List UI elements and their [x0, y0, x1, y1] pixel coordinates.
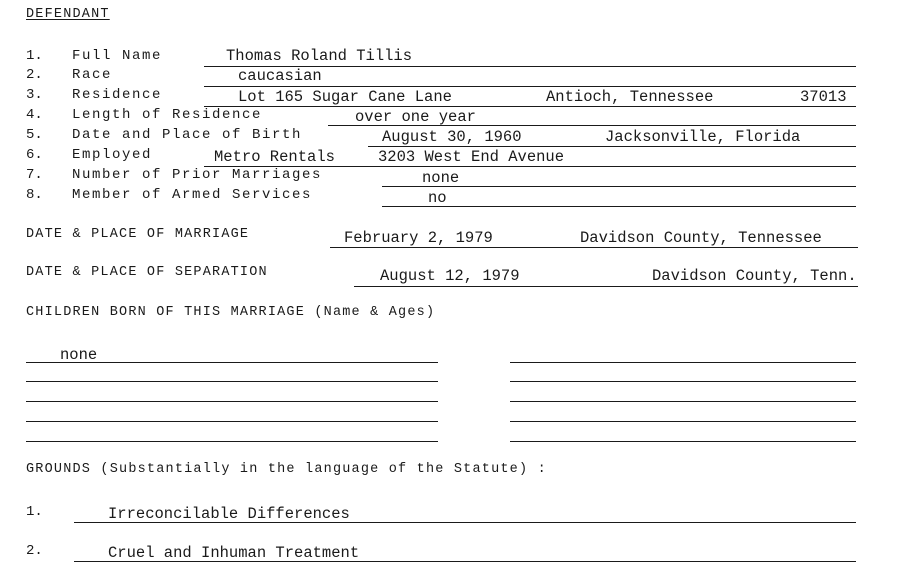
section-title: DEFENDANT: [26, 7, 110, 22]
child-line: [26, 441, 438, 442]
residence-line: [204, 106, 856, 107]
field-number: 2.: [26, 67, 43, 83]
marriage-line: [330, 247, 858, 248]
field-number: 1.: [26, 48, 43, 64]
race-label: Race: [72, 67, 113, 83]
birth-place-value: Jacksonville, Florida: [605, 128, 801, 146]
prior-marriages-value: none: [422, 169, 460, 187]
employed-label: Employed: [72, 147, 153, 163]
child-line: [510, 381, 856, 382]
separation-label: DATE & PLACE OF SEPARATION: [26, 265, 268, 280]
residence-street-value: Lot 165 Sugar Cane Lane: [238, 88, 452, 106]
length-of-residence-label: Length of Residence: [72, 107, 263, 123]
ground-number: 1.: [26, 504, 43, 520]
child-entry-value: none: [60, 346, 98, 364]
ground-value: Cruel and Inhuman Treatment: [108, 544, 360, 562]
prior-marriages-label: Number of Prior Marriages: [72, 167, 323, 183]
birth-date-place-label: Date and Place of Birth: [72, 127, 303, 143]
residence-zip-value: 37013: [800, 88, 847, 106]
residence-city-value: Antioch, Tennessee: [546, 88, 714, 106]
separation-place-value: Davidson County, Tenn.: [652, 267, 857, 285]
child-line: [26, 362, 438, 363]
child-line: [510, 401, 856, 402]
race-line: [204, 86, 856, 87]
children-label: CHILDREN BORN OF THIS MARRIAGE (Name & Ages): [26, 305, 436, 320]
employer-value: Metro Rentals: [214, 148, 335, 166]
separation-line: [354, 286, 858, 287]
child-line: [26, 421, 438, 422]
field-number: 6.: [26, 147, 43, 163]
ground-line: [74, 522, 856, 523]
armed-services-line: [382, 206, 856, 207]
birth-date-place-line: [368, 146, 856, 147]
grounds-label: GROUNDS (Substantially in the language of the Statute) :: [26, 462, 547, 477]
employer-address-value: 3203 West End Avenue: [378, 148, 565, 166]
marriage-place-value: Davidson County, Tennessee: [580, 229, 822, 247]
child-line: [510, 441, 856, 442]
field-number: 7.: [26, 167, 43, 183]
prior-marriages-line: [382, 186, 856, 187]
full-name-value: Thomas Roland Tillis: [226, 47, 413, 65]
length-of-residence-value: over one year: [355, 108, 476, 126]
full-name-label: Full Name: [72, 48, 163, 64]
birth-date-value: August 30, 1960: [382, 128, 522, 146]
race-value: caucasian: [238, 67, 322, 85]
armed-services-value: no: [428, 189, 447, 207]
field-number: 8.: [26, 187, 43, 203]
child-line: [510, 421, 856, 422]
ground-value: Irreconcilable Differences: [108, 505, 350, 523]
marriage-label: DATE & PLACE OF MARRIAGE: [26, 227, 250, 242]
child-line: [26, 401, 438, 402]
child-line: [510, 362, 856, 363]
child-line: [26, 381, 438, 382]
field-number: 4.: [26, 107, 43, 123]
armed-services-label: Member of Armed Services: [72, 187, 313, 203]
ground-number: 2.: [26, 543, 43, 559]
field-number: 5.: [26, 127, 43, 143]
ground-line: [74, 561, 856, 562]
length-of-residence-line: [328, 125, 856, 126]
marriage-date-value: February 2, 1979: [344, 229, 493, 247]
field-number: 3.: [26, 87, 43, 103]
separation-date-value: August 12, 1979: [380, 267, 520, 285]
residence-label: Residence: [72, 87, 163, 103]
